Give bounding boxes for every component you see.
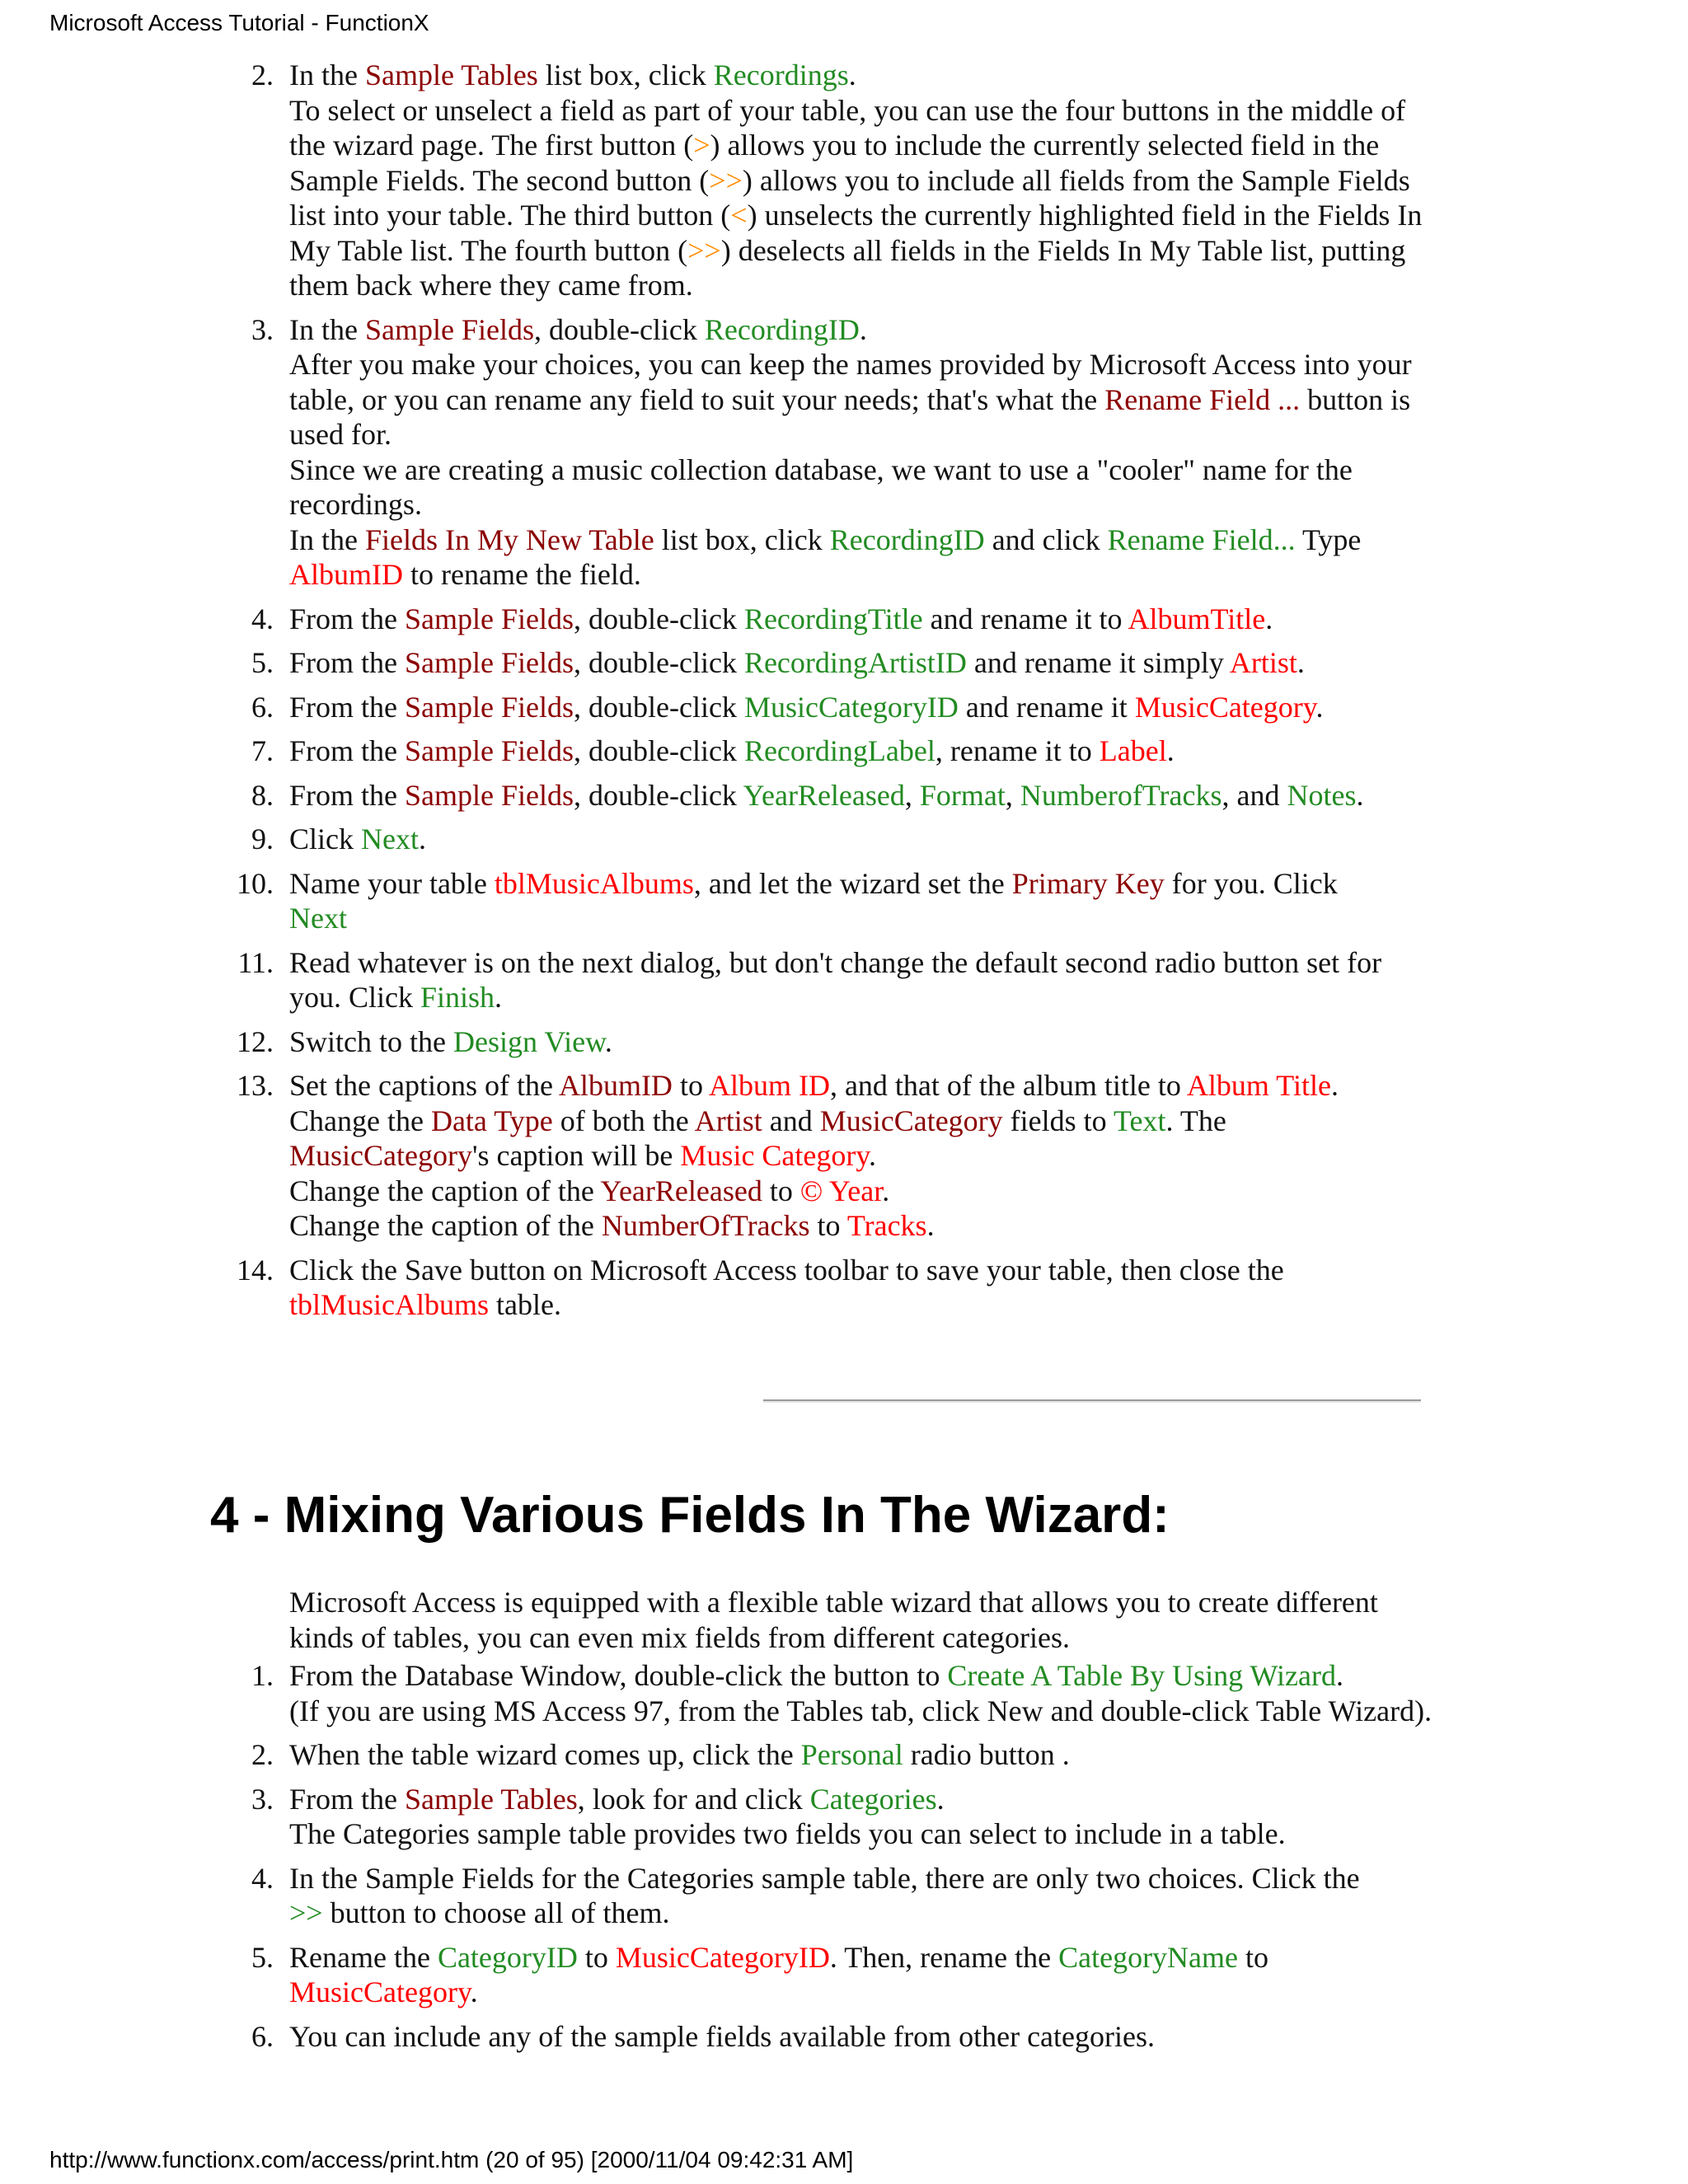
ui-term: AlbumID <box>558 1069 673 1102</box>
text-run: and <box>762 1104 820 1137</box>
text-run: From the <box>289 690 405 724</box>
text-run: . <box>1330 1069 1339 1102</box>
horizontal-divider <box>763 1399 1421 1403</box>
list-item-number: 13. <box>237 1069 274 1102</box>
list-item-number: 10. <box>237 866 274 900</box>
action-term: Rename Field... <box>1107 523 1296 556</box>
action-term: Next <box>361 823 419 855</box>
text-run: . <box>495 981 503 1014</box>
list-item <box>0 945 1688 1015</box>
name-term: MusicCategory <box>289 1975 471 2008</box>
name-term: AlbumTitle <box>1128 602 1266 635</box>
list-item-number: 11. <box>237 945 274 979</box>
text-run: . <box>1296 646 1305 679</box>
list-item-text <box>289 1738 1070 1771</box>
text-run: Click <box>289 823 361 855</box>
list-item-text <box>289 823 426 855</box>
text-run: . <box>926 1209 935 1242</box>
section-intro: Microsoft Access is equipped with a flexible table wizard that allows you to create different kinds of tables, you can even mix fields from different categories. <box>289 1586 1378 1654</box>
list-item <box>0 866 1688 936</box>
name-term: Album Title <box>1186 1069 1331 1102</box>
action-term: RecordingLabel <box>743 734 935 767</box>
ui-term: Sample Fields <box>405 646 574 679</box>
list-item <box>0 1861 1688 1931</box>
list-item-text <box>289 1659 1432 1727</box>
list-item-text <box>289 691 1323 724</box>
action-term: Personal <box>800 1738 903 1771</box>
list-item-number: 6. <box>251 690 274 724</box>
name-term: tblMusicAlbums <box>289 1288 490 1321</box>
text-run: . <box>418 823 426 855</box>
list-item-text <box>289 867 1338 935</box>
action-term: Notes <box>1287 778 1357 812</box>
text-run: . <box>936 1782 945 1816</box>
text-run: . <box>1336 1659 1343 1692</box>
text-run: and rename it <box>958 690 1135 724</box>
text-run: to <box>1238 1940 1269 1974</box>
text-run: ) allows you to include the currently selected field in the Sample Fields. The second button ( <box>289 129 1380 197</box>
list-item-text <box>289 313 1412 592</box>
list-item <box>0 778 1688 813</box>
text-run: . <box>869 1139 877 1172</box>
text-run: , <box>1005 778 1020 812</box>
symbol-term: >> <box>709 163 743 197</box>
text-run: From the <box>289 1782 405 1816</box>
text-run: . <box>1356 778 1364 812</box>
text-run: to <box>672 1069 709 1102</box>
list-item <box>0 645 1688 681</box>
text-run: . <box>1265 602 1273 635</box>
text-run: , double-click <box>533 312 705 346</box>
text-run: Type <box>1295 523 1362 556</box>
text-run: In the <box>289 59 365 91</box>
text-run: button is used for. <box>289 382 1411 451</box>
ui-term: Sample Fields <box>405 602 574 635</box>
text-run: button to choose all of them. <box>322 1896 670 1929</box>
list-item-number: 3. <box>251 312 274 346</box>
section-heading: 4 - Mixing Various Fields In The Wizard: <box>210 1487 1170 1544</box>
list-item-text <box>289 734 1175 767</box>
list-item <box>0 1737 1688 1773</box>
action-term: CategoryName <box>1058 1940 1239 1974</box>
symbol-term: >> <box>687 233 721 267</box>
text-run: When the table wizard comes up, click the <box>289 1738 801 1771</box>
action-term: Finish <box>420 981 495 1014</box>
list-item-text <box>289 1025 612 1058</box>
text-run: Change the caption of the <box>289 1209 602 1242</box>
text-run: Since we are creating a music collection database, we want to use a "cooler" name for the recordings. <box>289 452 1353 521</box>
text-run: . <box>1166 734 1175 767</box>
ui-term: Data Type <box>430 1104 553 1137</box>
action-term: Design View <box>452 1024 605 1058</box>
list-item-text <box>289 1783 1286 1851</box>
text-run: , and let the wizard set the <box>693 866 1012 900</box>
list-item-number: 4. <box>251 1861 274 1895</box>
name-term: tblMusicAlbums <box>494 866 694 900</box>
action-term: Recordings <box>713 59 849 91</box>
text-run: radio button . <box>903 1738 1070 1771</box>
action-term: Format <box>919 778 1006 812</box>
symbol-term: > <box>693 129 710 162</box>
name-term: Artist <box>1229 646 1297 679</box>
text-run: to <box>762 1174 800 1207</box>
text-run: . <box>604 1024 612 1058</box>
text-run: . Then, rename the <box>829 1940 1059 1974</box>
list-item <box>0 733 1688 769</box>
text-run: , double-click <box>574 690 744 724</box>
instruction-list-bottom <box>0 1658 1688 2063</box>
list-item-number: 6. <box>251 2019 274 2053</box>
action-term: CategoryID <box>437 1940 578 1974</box>
list-item <box>0 822 1688 857</box>
text-run: list box, click <box>654 523 830 556</box>
list-item-text <box>289 2020 1155 2053</box>
text-run: and click <box>984 523 1108 556</box>
text-run: In the Sample Fields for the Categories sample table, there are only two choices. Click the <box>289 1861 1360 1895</box>
list-item-text <box>289 946 1381 1015</box>
ui-term: Sample Fields <box>364 312 534 346</box>
text-run: . <box>470 1975 478 2008</box>
list-item-text <box>289 1069 1339 1242</box>
text-run: From the <box>289 778 405 812</box>
ui-term: Sample Tables <box>364 59 538 91</box>
name-term: Album ID <box>708 1069 830 1102</box>
text-run: ) allows you to include all fields from the Sample Fields list into your table. The third button ( <box>289 163 1410 232</box>
text-run: to <box>577 1940 616 1974</box>
ui-term: Sample Fields <box>405 734 574 767</box>
text-run: The Categories sample table provides two fields you can select to include in a table. <box>289 1817 1286 1850</box>
text-run: , double-click <box>574 734 744 767</box>
ui-term: YearReleased <box>600 1174 762 1207</box>
list-item-text <box>289 646 1305 679</box>
list-item-text <box>289 1862 1360 1930</box>
name-term: AlbumID <box>289 558 403 591</box>
action-term: >> <box>289 1896 323 1929</box>
text-run: , <box>904 778 920 812</box>
text-run: . <box>859 312 867 346</box>
ui-term: Sample Tables <box>405 1782 578 1816</box>
text-run: and rename it to <box>922 602 1128 635</box>
list-item-text <box>289 1254 1284 1322</box>
page-footer-url: http://www.functionx.com/access/print.htm (20 of 95) [2000/11/04 09:42:31 AM] <box>49 2147 854 2172</box>
text-run: fields to <box>1002 1104 1114 1137</box>
text-run: for you. Click <box>1164 866 1338 900</box>
text-run: , rename it to <box>935 734 1100 767</box>
list-item <box>0 1253 1688 1323</box>
action-term: Categories <box>809 1782 937 1816</box>
list-item-number: 7. <box>251 734 274 767</box>
list-item <box>0 1782 1688 1852</box>
text-run: , double-click <box>574 778 743 812</box>
text-run: Rename the <box>289 1940 438 1974</box>
name-term: MusicCategory <box>1134 690 1316 724</box>
text-run: , double-click <box>574 602 744 635</box>
name-term: Label <box>1099 734 1167 767</box>
text-run: . <box>1315 690 1324 724</box>
action-term: Text <box>1114 1104 1166 1137</box>
text-run: In the <box>289 523 365 556</box>
text-run: (If you are using MS Access 97, from the Tables tab, click New and double-click Table Wizard). <box>289 1694 1432 1727</box>
list-item <box>0 602 1688 637</box>
name-term: MusicCategoryID <box>615 1940 830 1974</box>
text-run: ) deselects all fields in the Fields In My Table list, putting them back where they came from. <box>289 233 1406 302</box>
list-item <box>0 1658 1688 1728</box>
text-run: Read whatever is on the next dialog, but don't change the default second radio button set for you. Click <box>289 945 1382 1014</box>
text-run: You can include any of the sample fields available from other categories. <box>289 2019 1155 2053</box>
text-run: and rename it simply <box>966 646 1230 679</box>
text-run: Change the <box>289 1104 431 1137</box>
list-item-number: 8. <box>251 778 274 812</box>
text-run: 's caption will be <box>471 1139 681 1172</box>
ui-term: Primary Key <box>1011 866 1165 900</box>
list-item <box>0 312 1688 593</box>
action-term: RecordingArtistID <box>743 646 967 679</box>
action-term: RecordingID <box>704 312 860 346</box>
text-run: From the <box>289 734 405 767</box>
text-run: From the <box>289 646 405 679</box>
name-term: Music Category <box>680 1139 870 1172</box>
symbol-term: < <box>730 199 748 232</box>
text-run: to rename the field. <box>403 558 641 591</box>
text-run: , and that of the album title to <box>829 1069 1187 1102</box>
instruction-list-top <box>0 58 1688 1332</box>
list-item-number: 1. <box>251 1659 274 1692</box>
action-term: MusicCategoryID <box>743 690 959 724</box>
ui-term: MusicCategory <box>289 1139 472 1172</box>
list-item-text <box>289 1941 1268 2009</box>
action-term: Next <box>289 902 347 935</box>
text-run: In the <box>289 312 365 346</box>
ui-term: Sample Fields <box>405 778 574 812</box>
text-run: Switch to the <box>289 1024 453 1058</box>
text-run: , look for and click <box>577 1782 810 1816</box>
list-item-number: 14. <box>237 1253 274 1286</box>
text-run: Set the captions of the <box>289 1069 559 1102</box>
text-run: . <box>882 1174 890 1207</box>
name-term: © Year <box>799 1174 883 1207</box>
text-run: Change the caption of the <box>289 1174 601 1207</box>
text-run: to <box>809 1209 847 1242</box>
list-item-text <box>289 602 1273 635</box>
ui-term: Artist <box>694 1104 762 1137</box>
action-term: RecordingID <box>829 523 985 556</box>
list-item-number: 2. <box>251 1738 274 1771</box>
list-item <box>0 58 1688 303</box>
list-item <box>0 1024 1688 1060</box>
list-item <box>0 1940 1688 2010</box>
text-run: After you make your choices, you can keep the names provided by Microsoft Access into your table, or you can rename any field to suit your needs; that's what the <box>289 348 1412 416</box>
list-item-number: 2. <box>251 59 274 91</box>
ui-term: MusicCategory <box>819 1104 1003 1137</box>
action-term: NumberofTracks <box>1020 778 1222 812</box>
ui-term: Rename Field ... <box>1104 382 1301 416</box>
text-run: , double-click <box>574 646 744 679</box>
ui-term: Fields In My New Table <box>364 523 654 556</box>
list-item <box>0 690 1688 725</box>
action-term: RecordingTitle <box>743 602 923 635</box>
text-run: of both the <box>552 1104 695 1137</box>
list-item-number: 5. <box>251 1940 274 1974</box>
name-term: Tracks <box>846 1209 927 1242</box>
text-run: From the <box>289 602 405 635</box>
page-header-title: Microsoft Access Tutorial - FunctionX <box>49 10 429 35</box>
list-item <box>0 2019 1688 2055</box>
text-run: To select or unselect a field as part of your table, you can use the four buttons in the middle of the wizard page. The first button ( <box>289 93 1406 162</box>
list-item-number: 9. <box>251 823 274 855</box>
text-run: Click the Save button on Microsoft Access toolbar to save your table, then close the <box>289 1253 1284 1286</box>
text-run: Name your table <box>289 866 495 900</box>
action-term: Create A Table By Using Wizard <box>947 1659 1336 1692</box>
list-item-text <box>289 59 1422 302</box>
text-run: From the Database Window, double-click the button to <box>289 1659 948 1692</box>
text-run: . <box>848 59 856 91</box>
list-item-number: 5. <box>251 646 274 679</box>
text-run: , and <box>1221 778 1287 812</box>
list-item-number: 4. <box>251 602 274 635</box>
text-run: ) unselects the currently highlighted field in the Fields In My Table list. The fourth button ( <box>289 199 1423 267</box>
ui-term: NumberOfTracks <box>601 1209 810 1242</box>
text-run: table. <box>489 1288 561 1321</box>
list-item <box>0 1068 1688 1244</box>
action-term: YearReleased <box>743 778 905 812</box>
ui-term: Sample Fields <box>405 690 574 724</box>
list-item-number: 3. <box>251 1782 274 1816</box>
text-run: . The <box>1165 1104 1226 1137</box>
list-item-text <box>289 779 1364 812</box>
text-run: list box, click <box>537 59 714 91</box>
list-item-number: 12. <box>237 1024 274 1058</box>
